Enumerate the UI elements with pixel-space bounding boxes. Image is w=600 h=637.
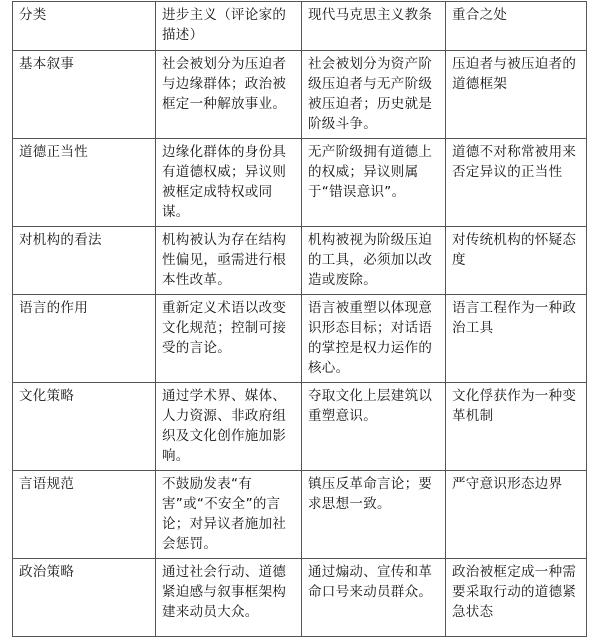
cell-marxism: 镇压反革命言论；要求思想一致。 — [302, 471, 446, 559]
cell-progressivism: 社会被划分为压迫者与边缘群体；政治被框定一种解放事业。 — [156, 51, 302, 139]
header-overlap: 重合之处 — [446, 2, 587, 51]
cell-overlap: 文化俘获作为一种变革机制 — [446, 383, 587, 471]
cell-category: 文化策略 — [13, 383, 156, 471]
cell-overlap: 道德不对称常被用来否定异议的正当性 — [446, 139, 587, 227]
cell-category: 政治策略 — [13, 559, 156, 637]
table-row — [13, 471, 587, 559]
cell-marxism: 夺取文化上层建筑以重塑意识。 — [302, 383, 446, 471]
cell-progressivism: 机构被认为存在结构性偏见，亟需进行根本性改革。 — [156, 227, 302, 295]
cell-overlap: 对传统机构的怀疑态度 — [446, 227, 587, 295]
cell-marxism: 机构被视为阶级压迫的工具，必须加以改造或废除。 — [302, 227, 446, 295]
header-progressivism: 进步主义（评论家的描述） — [156, 2, 302, 51]
table-row — [13, 383, 587, 471]
cell-progressivism: 通过社会行动、道德紧迫感与叙事框架构建来动员大众。 — [156, 559, 302, 637]
comparison-table — [12, 1, 587, 637]
cell-marxism: 无产阶级拥有道德上的权威；异议则属于“错误意识”。 — [302, 139, 446, 227]
cell-marxism: 社会被划分为资产阶级压迫者与无产阶级被压迫者；历史就是阶级斗争。 — [302, 51, 446, 139]
cell-marxism: 语言被重塑以体现意识形态目标；对话语的掌控是权力运作的核心。 — [302, 295, 446, 383]
cell-category: 对机构的看法 — [13, 227, 156, 295]
cell-category: 语言的作用 — [13, 295, 156, 383]
cell-overlap: 语言工程作为一种政治工具 — [446, 295, 587, 383]
cell-marxism: 通过煽动、宣传和革命口号来动员群众。 — [302, 559, 446, 637]
table-header-row — [13, 2, 587, 51]
header-category: 分类 — [13, 2, 156, 51]
table-row — [13, 559, 587, 637]
cell-overlap: 严守意识形态边界 — [446, 471, 587, 559]
cell-progressivism: 不鼓励发表“有害”或“不安全”的言论；对异议者施加社会惩罚。 — [156, 471, 302, 559]
cell-progressivism: 重新定义术语以改变文化规范；控制可接受的言论。 — [156, 295, 302, 383]
comparison-table-container — [0, 1, 600, 620]
table-row — [13, 295, 587, 383]
cell-category: 道德正当性 — [13, 139, 156, 227]
cell-overlap: 压迫者与被压迫者的道德框架 — [446, 51, 587, 139]
table-row — [13, 139, 587, 227]
table-row — [13, 227, 587, 295]
cell-overlap: 政治被框定成一种需要采取行动的道德紧急状态 — [446, 559, 587, 637]
cell-category: 言语规范 — [13, 471, 156, 559]
table-row — [13, 51, 587, 139]
cell-category: 基本叙事 — [13, 51, 156, 139]
cell-progressivism: 通过学术界、媒体、人力资源、非政府组织及文化创作施加影响。 — [156, 383, 302, 471]
cell-progressivism: 边缘化群体的身份具有道德权威；异议则被框定成特权或同谋。 — [156, 139, 302, 227]
header-marxism: 现代马克思主义教条 — [302, 2, 446, 51]
